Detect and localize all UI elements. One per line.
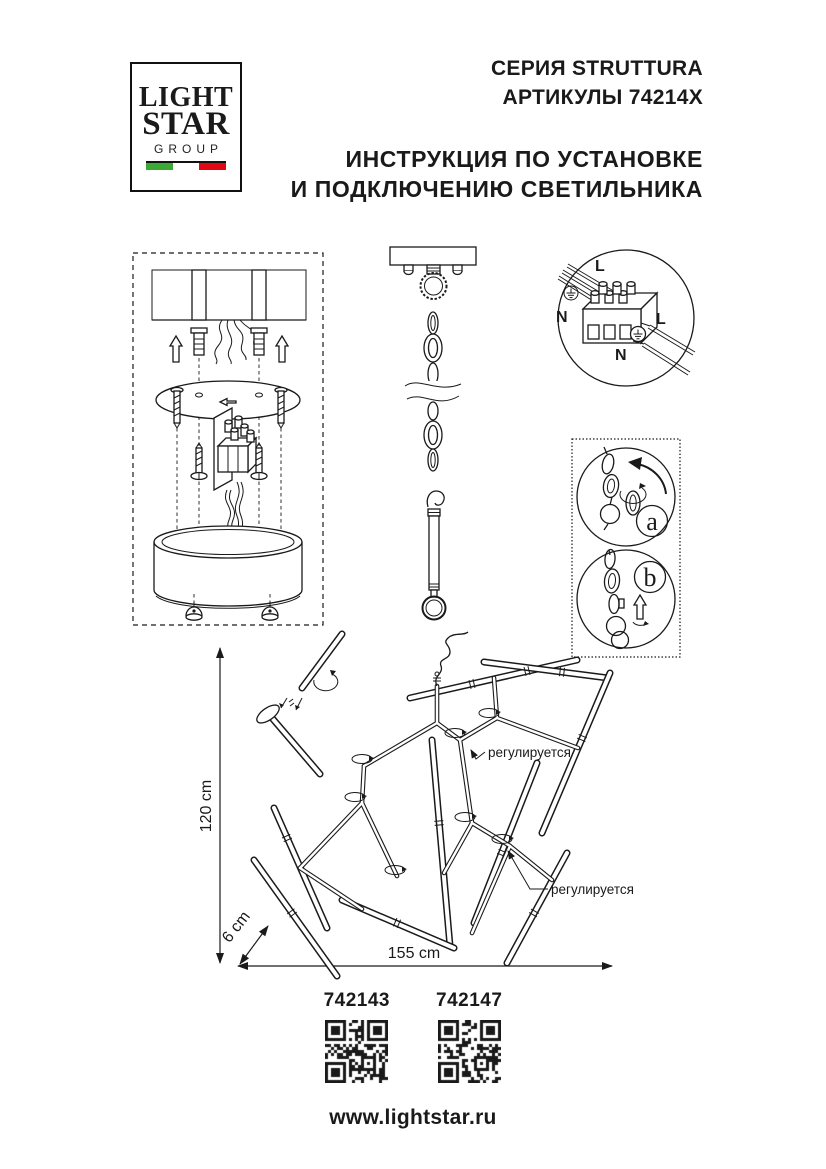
series-title: СЕРИЯ STRUTTURA bbox=[490, 57, 703, 80]
width-label: 155 cm bbox=[387, 945, 441, 962]
flag-red-segment bbox=[199, 163, 226, 170]
label-l-right: L bbox=[656, 311, 666, 328]
logo-word-light: LIGHT bbox=[138, 81, 234, 113]
label-l-top: L bbox=[595, 258, 605, 275]
depth-label: 6 cm bbox=[219, 908, 254, 947]
dimension-height bbox=[198, 648, 220, 963]
wall-plug bbox=[191, 328, 207, 355]
qr-code bbox=[325, 1020, 388, 1083]
article-number: 742147 bbox=[436, 990, 503, 1011]
height-label: 120 cm bbox=[198, 779, 215, 833]
lamp-tubes bbox=[254, 660, 610, 976]
articles-title: АРТИКУЛЫ 74214X bbox=[502, 86, 703, 109]
rotate-markers bbox=[345, 709, 514, 875]
product-742143 bbox=[324, 990, 390, 1083]
header-block bbox=[291, 54, 703, 204]
canopy bbox=[154, 526, 302, 608]
adjustable-label-2: регулируется bbox=[551, 882, 634, 897]
wiring-diagram bbox=[553, 245, 703, 395]
annotation-adjustable-1 bbox=[471, 745, 571, 760]
earth-symbol-icon bbox=[631, 327, 646, 342]
lightstar-logo bbox=[130, 62, 242, 192]
adjustable-label-1: регулируется bbox=[488, 745, 571, 760]
chain-adjust-diagram bbox=[570, 437, 682, 659]
flag-white-segment bbox=[173, 163, 200, 170]
qr-code bbox=[438, 1020, 501, 1083]
chain bbox=[405, 312, 461, 471]
logo-word-star: STAR bbox=[142, 105, 230, 142]
terminal-block bbox=[214, 408, 256, 490]
product-codes bbox=[0, 990, 826, 1083]
step-a-circle bbox=[577, 447, 675, 546]
label-n-left: N bbox=[556, 309, 568, 326]
step-b-label: b bbox=[643, 563, 657, 592]
italian-flag-stripe bbox=[146, 161, 226, 170]
wall-plug bbox=[251, 328, 267, 355]
structure-diagram bbox=[192, 628, 637, 1003]
ceiling-hatch bbox=[152, 270, 306, 320]
flag-green-segment bbox=[146, 163, 173, 170]
suspension-rod bbox=[423, 491, 446, 620]
ceiling-bracket bbox=[390, 247, 476, 299]
mains-wires bbox=[215, 320, 260, 364]
screw bbox=[191, 443, 207, 480]
website-url: www.lightstar.ru bbox=[329, 1106, 497, 1129]
earth-symbol-icon bbox=[564, 286, 578, 300]
instruction-title-line2: И ПОДКЛЮЧЕНИЮ СВЕТИЛЬНИКА bbox=[290, 176, 703, 202]
up-arrow-icon bbox=[276, 336, 288, 362]
product-742147 bbox=[436, 990, 502, 1083]
power-cord bbox=[433, 632, 468, 686]
label-n-right: N bbox=[615, 347, 627, 364]
up-arrow-icon bbox=[170, 336, 182, 362]
step-a-label: a bbox=[646, 507, 658, 536]
mounting-diagram bbox=[130, 250, 326, 628]
dimension-depth bbox=[219, 908, 268, 964]
instruction-title-line1: ИНСТРУКЦИЯ ПО УСТАНОВКЕ bbox=[345, 146, 703, 172]
dimension-width bbox=[238, 945, 612, 966]
detached-tube bbox=[254, 634, 342, 726]
logo-word-group: GROUP bbox=[153, 141, 223, 156]
article-number: 742143 bbox=[323, 990, 390, 1011]
suspension-parts-diagram bbox=[378, 235, 488, 635]
